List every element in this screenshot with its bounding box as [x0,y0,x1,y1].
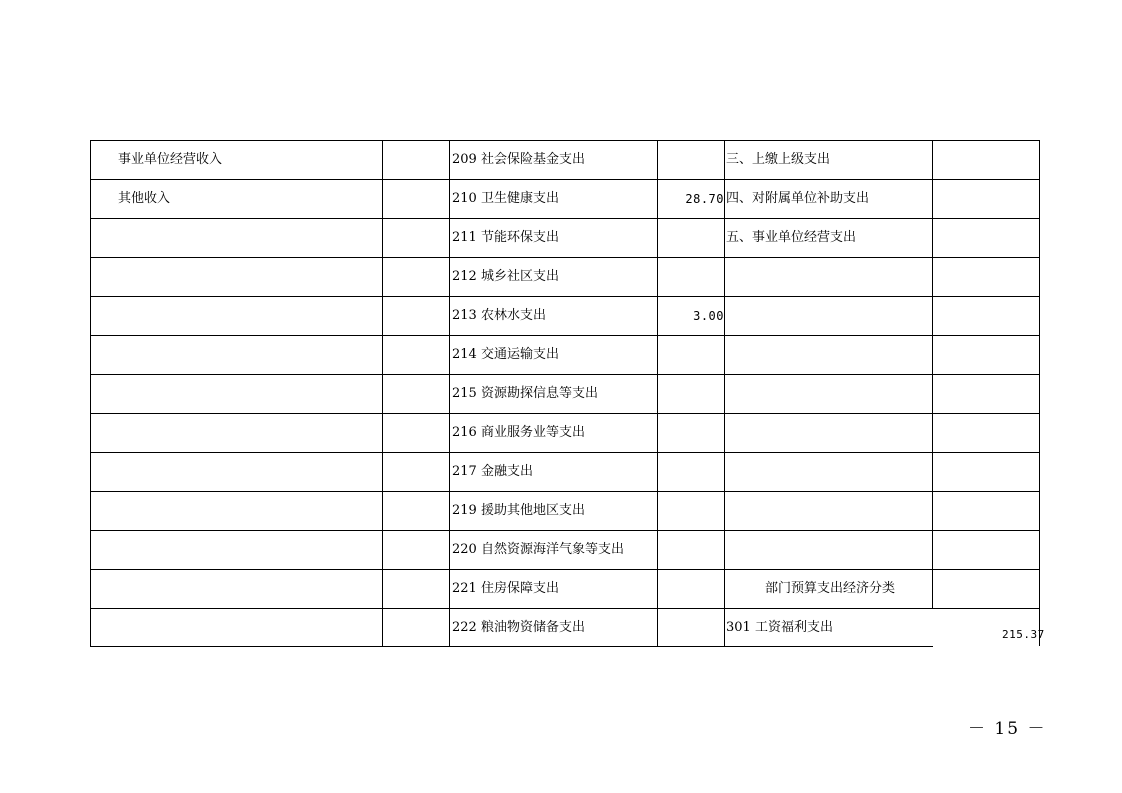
table-row [90,570,1040,609]
table-row [90,609,1040,648]
expense-item-cell: 四、对附属单位补助支出 [726,191,870,206]
function-amount-cell [658,531,724,569]
expense-item-cell: 301 工资福利支出 [726,620,833,635]
column-divider [449,140,450,647]
column-divider [90,140,91,647]
column-divider [1039,140,1040,647]
function-item-cell: 221 住房保障支出 [452,581,559,596]
function-amount-cell [658,141,724,179]
table-row [90,492,1040,531]
function-item-cell: 217 金融支出 [452,464,533,479]
function-item-cell: 214 交通运输支出 [452,347,559,362]
function-amount-cell: 28.70 [685,192,724,206]
table-row [90,141,1040,180]
function-item-cell: 210 卫生健康支出 [452,191,559,206]
wage-amount-value: 215.37 [1002,628,1045,641]
table-row [90,453,1040,492]
table-row [90,414,1040,453]
function-amount-cell [658,570,724,608]
function-item-cell: 219 援助其他地区支出 [452,503,585,518]
function-amount-cell [658,219,724,257]
function-amount-cell [658,258,724,296]
bottom-border-gap [933,646,1040,647]
function-item-cell: 209 社会保险基金支出 [452,152,585,167]
function-amount-cell [658,609,724,647]
function-amount-cell [658,492,724,530]
expense-item-cell: 三、上缴上级支出 [726,152,831,167]
table-row [90,219,1040,258]
function-item-cell: 216 商业服务业等支出 [452,425,585,440]
table-row [90,180,1040,219]
expense-item-cell: 五、事业单位经营支出 [726,230,857,245]
income-item-cell: 其他收入 [118,191,171,206]
function-amount-cell: 3.00 [693,309,724,323]
function-amount-cell [658,336,724,374]
column-divider [724,140,725,647]
function-item-cell: 212 城乡社区支出 [452,269,559,284]
section-heading-cell: 部门预算支出经济分类 [764,581,895,596]
table-grid [90,140,1040,647]
table-row [90,336,1040,375]
bottom-border [90,646,933,647]
column-divider [657,140,658,647]
function-amount-cell [658,414,724,452]
budget-table [90,140,1045,647]
column-divider [932,140,933,608]
function-item-cell: 213 农林水支出 [452,308,546,323]
table-row [90,375,1040,414]
function-item-cell: 220 自然资源海洋气象等支出 [452,542,624,557]
table-row [90,531,1040,570]
table-row [90,258,1040,297]
function-item-cell: 222 粮油物资储备支出 [452,620,585,635]
table-row [90,297,1040,336]
column-divider [382,140,383,647]
income-item-cell: 事业单位经营收入 [118,152,223,167]
function-item-cell: 211 节能环保支出 [452,230,559,245]
function-item-cell: 215 资源勘探信息等支出 [452,386,598,401]
function-amount-cell [658,375,724,413]
page-number: － 15 － [968,719,1047,739]
function-amount-cell [658,453,724,491]
